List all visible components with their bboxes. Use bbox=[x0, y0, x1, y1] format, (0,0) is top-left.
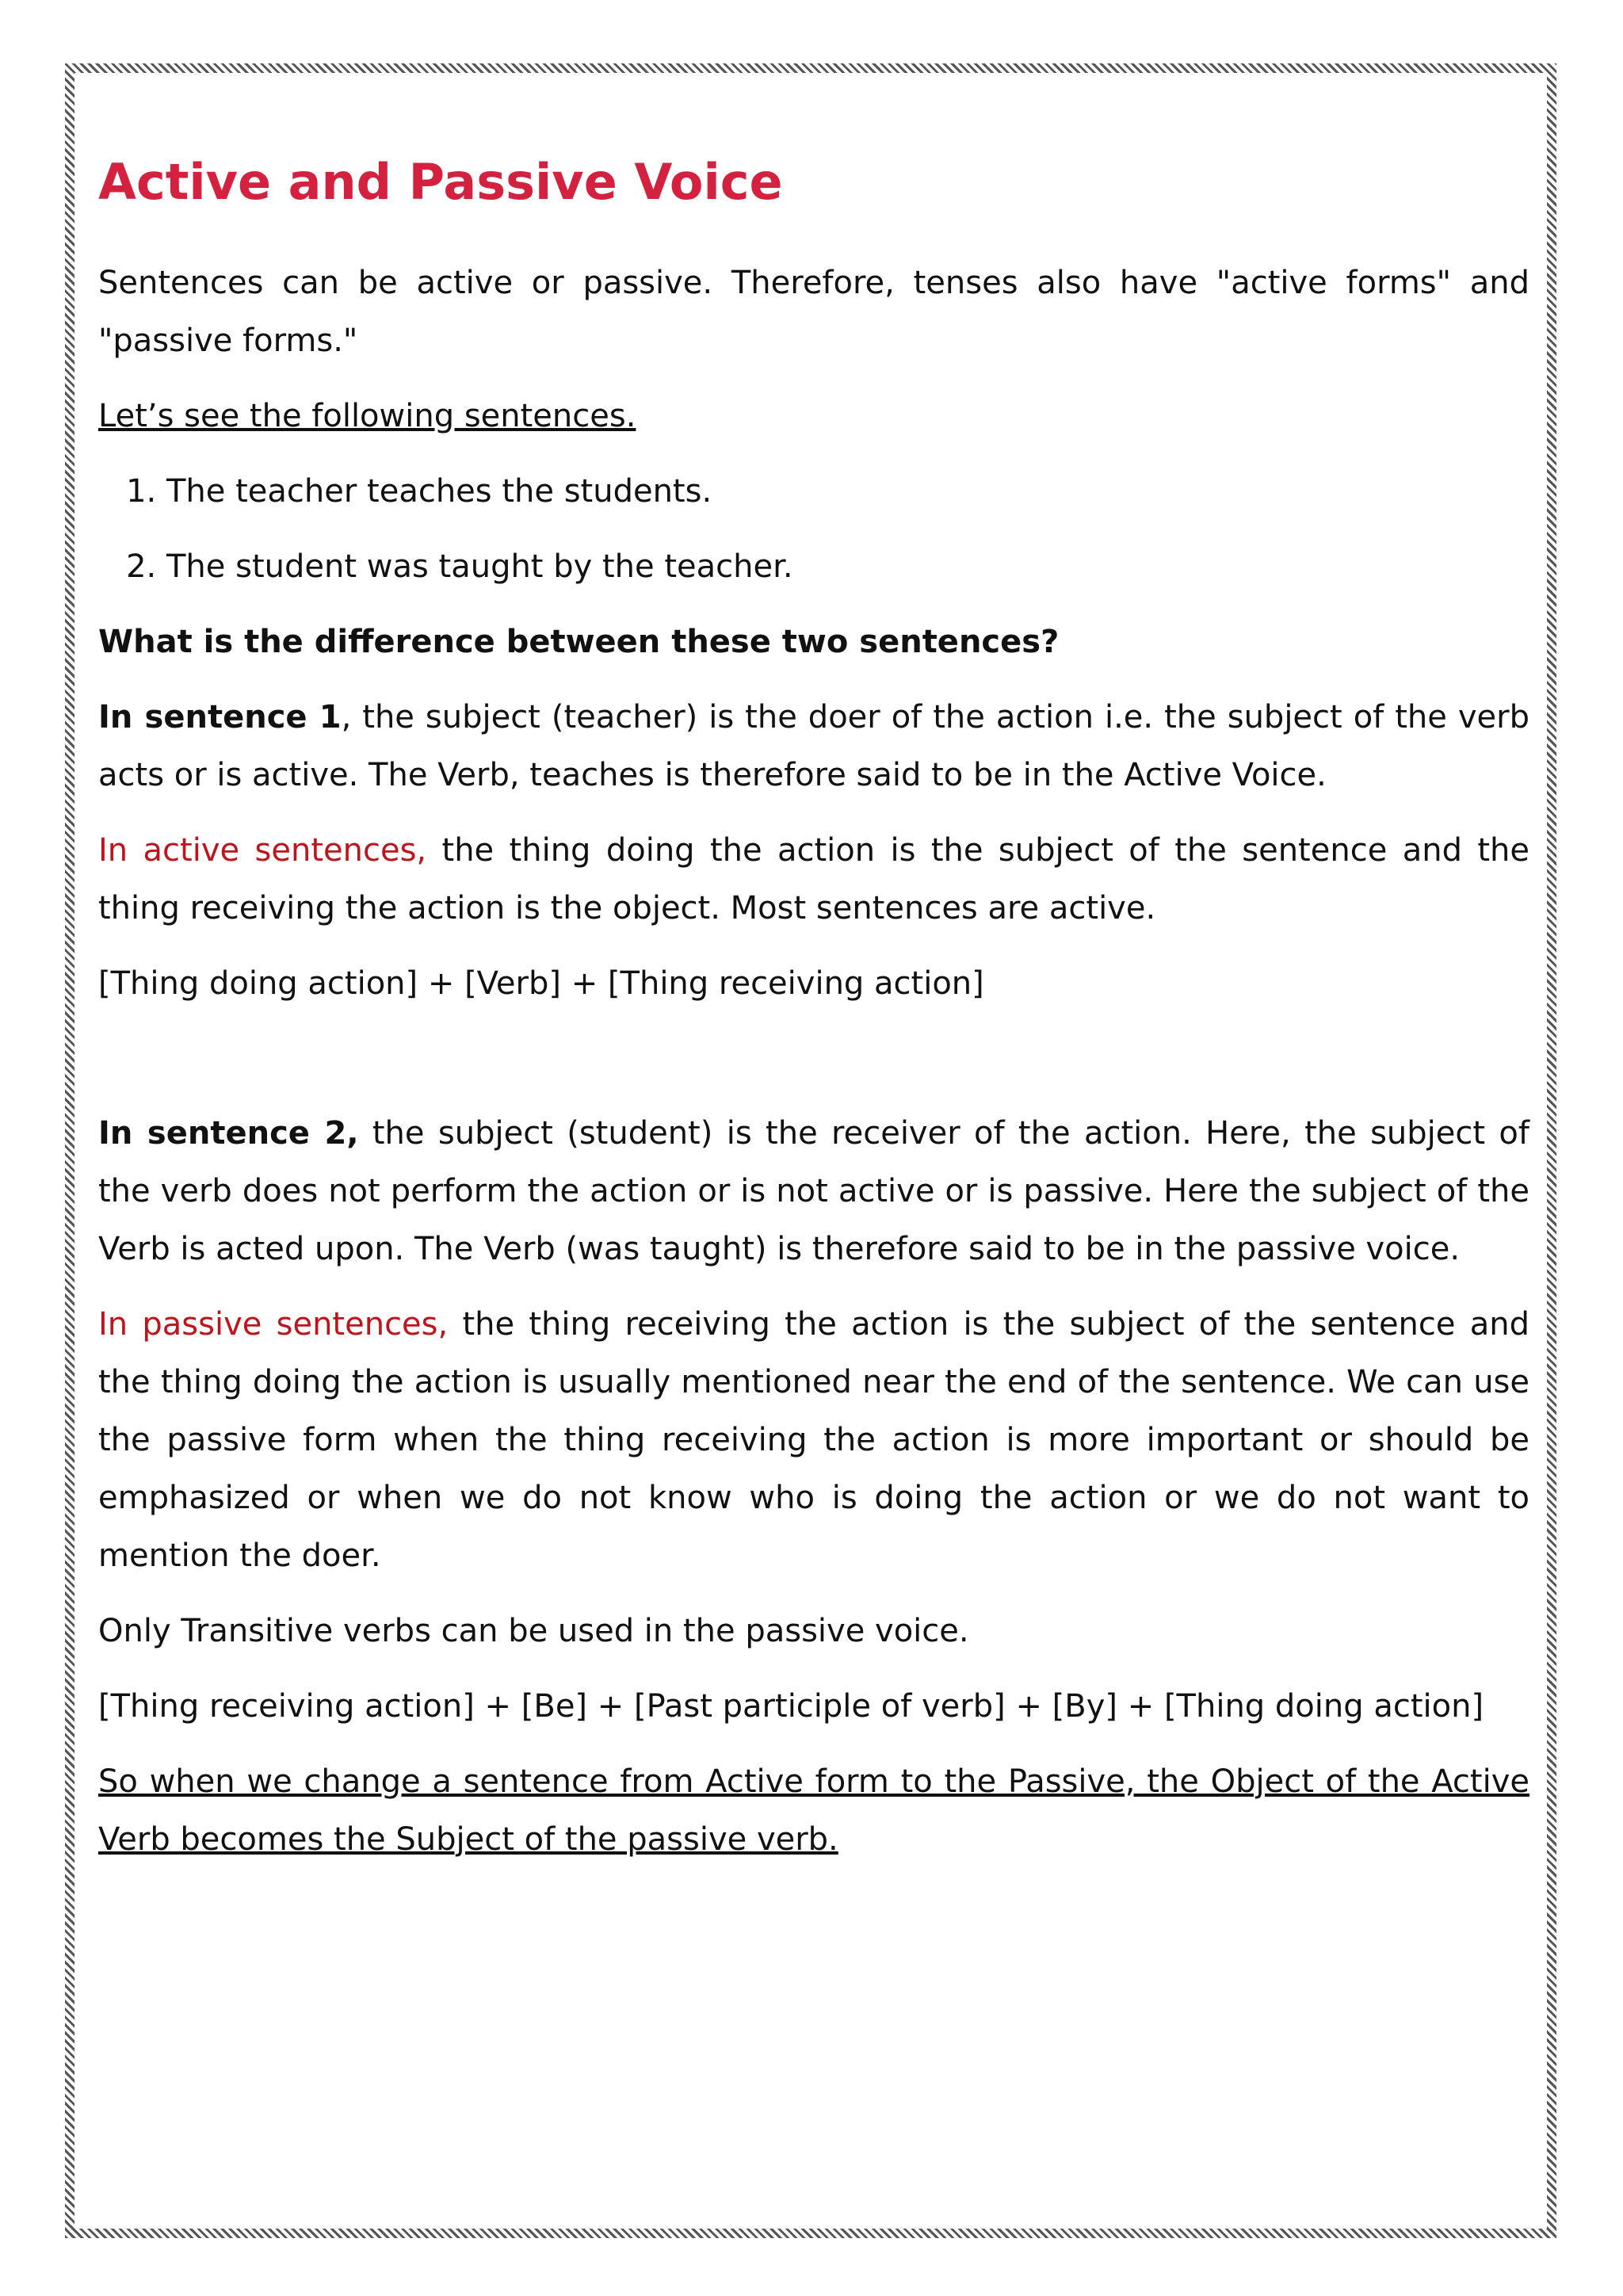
sentence2-text: the subject (student) is the receiver of the action. Here, the subject of the verb does not perform the action or is not active or is passive. Here the subject of the Verb is acted upon. The Verb (was taught) is therefore said to be in the passive voice. bbox=[98, 1114, 1529, 1267]
spacer bbox=[98, 1030, 1529, 1105]
sentence2-label: In sentence 2, bbox=[98, 1114, 359, 1152]
page-title: Active and Passive Voice bbox=[98, 153, 783, 211]
passive-formula: [Thing receiving action] + [Be] + [Past participle of verb] + [By] + [Thing doing action] bbox=[98, 1687, 1484, 1725]
passive-label: In passive sentences, bbox=[98, 1305, 449, 1343]
sentence1-paragraph bbox=[98, 689, 1529, 804]
active-formula: [Thing doing action] + [Verb] + [Thing receiving action] bbox=[98, 965, 984, 1002]
document-body bbox=[98, 151, 1529, 1886]
question-heading: What is the difference between these two sentences? bbox=[98, 623, 1060, 660]
conclusion-paragraph bbox=[98, 1753, 1529, 1869]
conclusion-text: So when we change a sentence from Active form to the Passive, the Object of the Active Verb becomes the Subject of the passive verb. bbox=[98, 1763, 1529, 1858]
lead-line bbox=[98, 388, 1529, 445]
sentence1-text: , the subject (teacher) is the doer of the action i.e. the subject of the verb acts or is active. The Verb, teaches is therefore said to be in the Active Voice. bbox=[98, 698, 1529, 793]
example-list bbox=[98, 463, 1529, 596]
active-paragraph bbox=[98, 822, 1529, 938]
intro-paragraph: Sentences can be active or passive. Therefore, tenses also have "active forms" and "passive forms." bbox=[98, 264, 1529, 359]
list-item: 1. The teacher teaches the students. bbox=[166, 463, 1529, 521]
passive-paragraph bbox=[98, 1296, 1529, 1585]
lead-text: Let’s see the following sentences. bbox=[98, 397, 636, 434]
list-item: 2. The student was taught by the teacher. bbox=[166, 538, 1529, 596]
active-label: In active sentences, bbox=[98, 831, 427, 869]
sentence1-label: In sentence 1 bbox=[98, 698, 342, 735]
active-text: the thing doing the action is the subject of the sentence and the thing receiving the action is the object. Most sentences are active. bbox=[98, 831, 1529, 926]
passive-text: the thing receiving the action is the subject of the sentence and the thing doing the action is usually mentioned near the end of the sentence. We can use the passive form when the thing receiving the action is more important or should be emphasized or when we do not know who is doing the action or we do not want to mention the doer. bbox=[98, 1305, 1530, 1574]
transitive-note: Only Transitive verbs can be used in the passive voice. bbox=[98, 1612, 969, 1649]
sentence2-paragraph bbox=[98, 1105, 1529, 1278]
